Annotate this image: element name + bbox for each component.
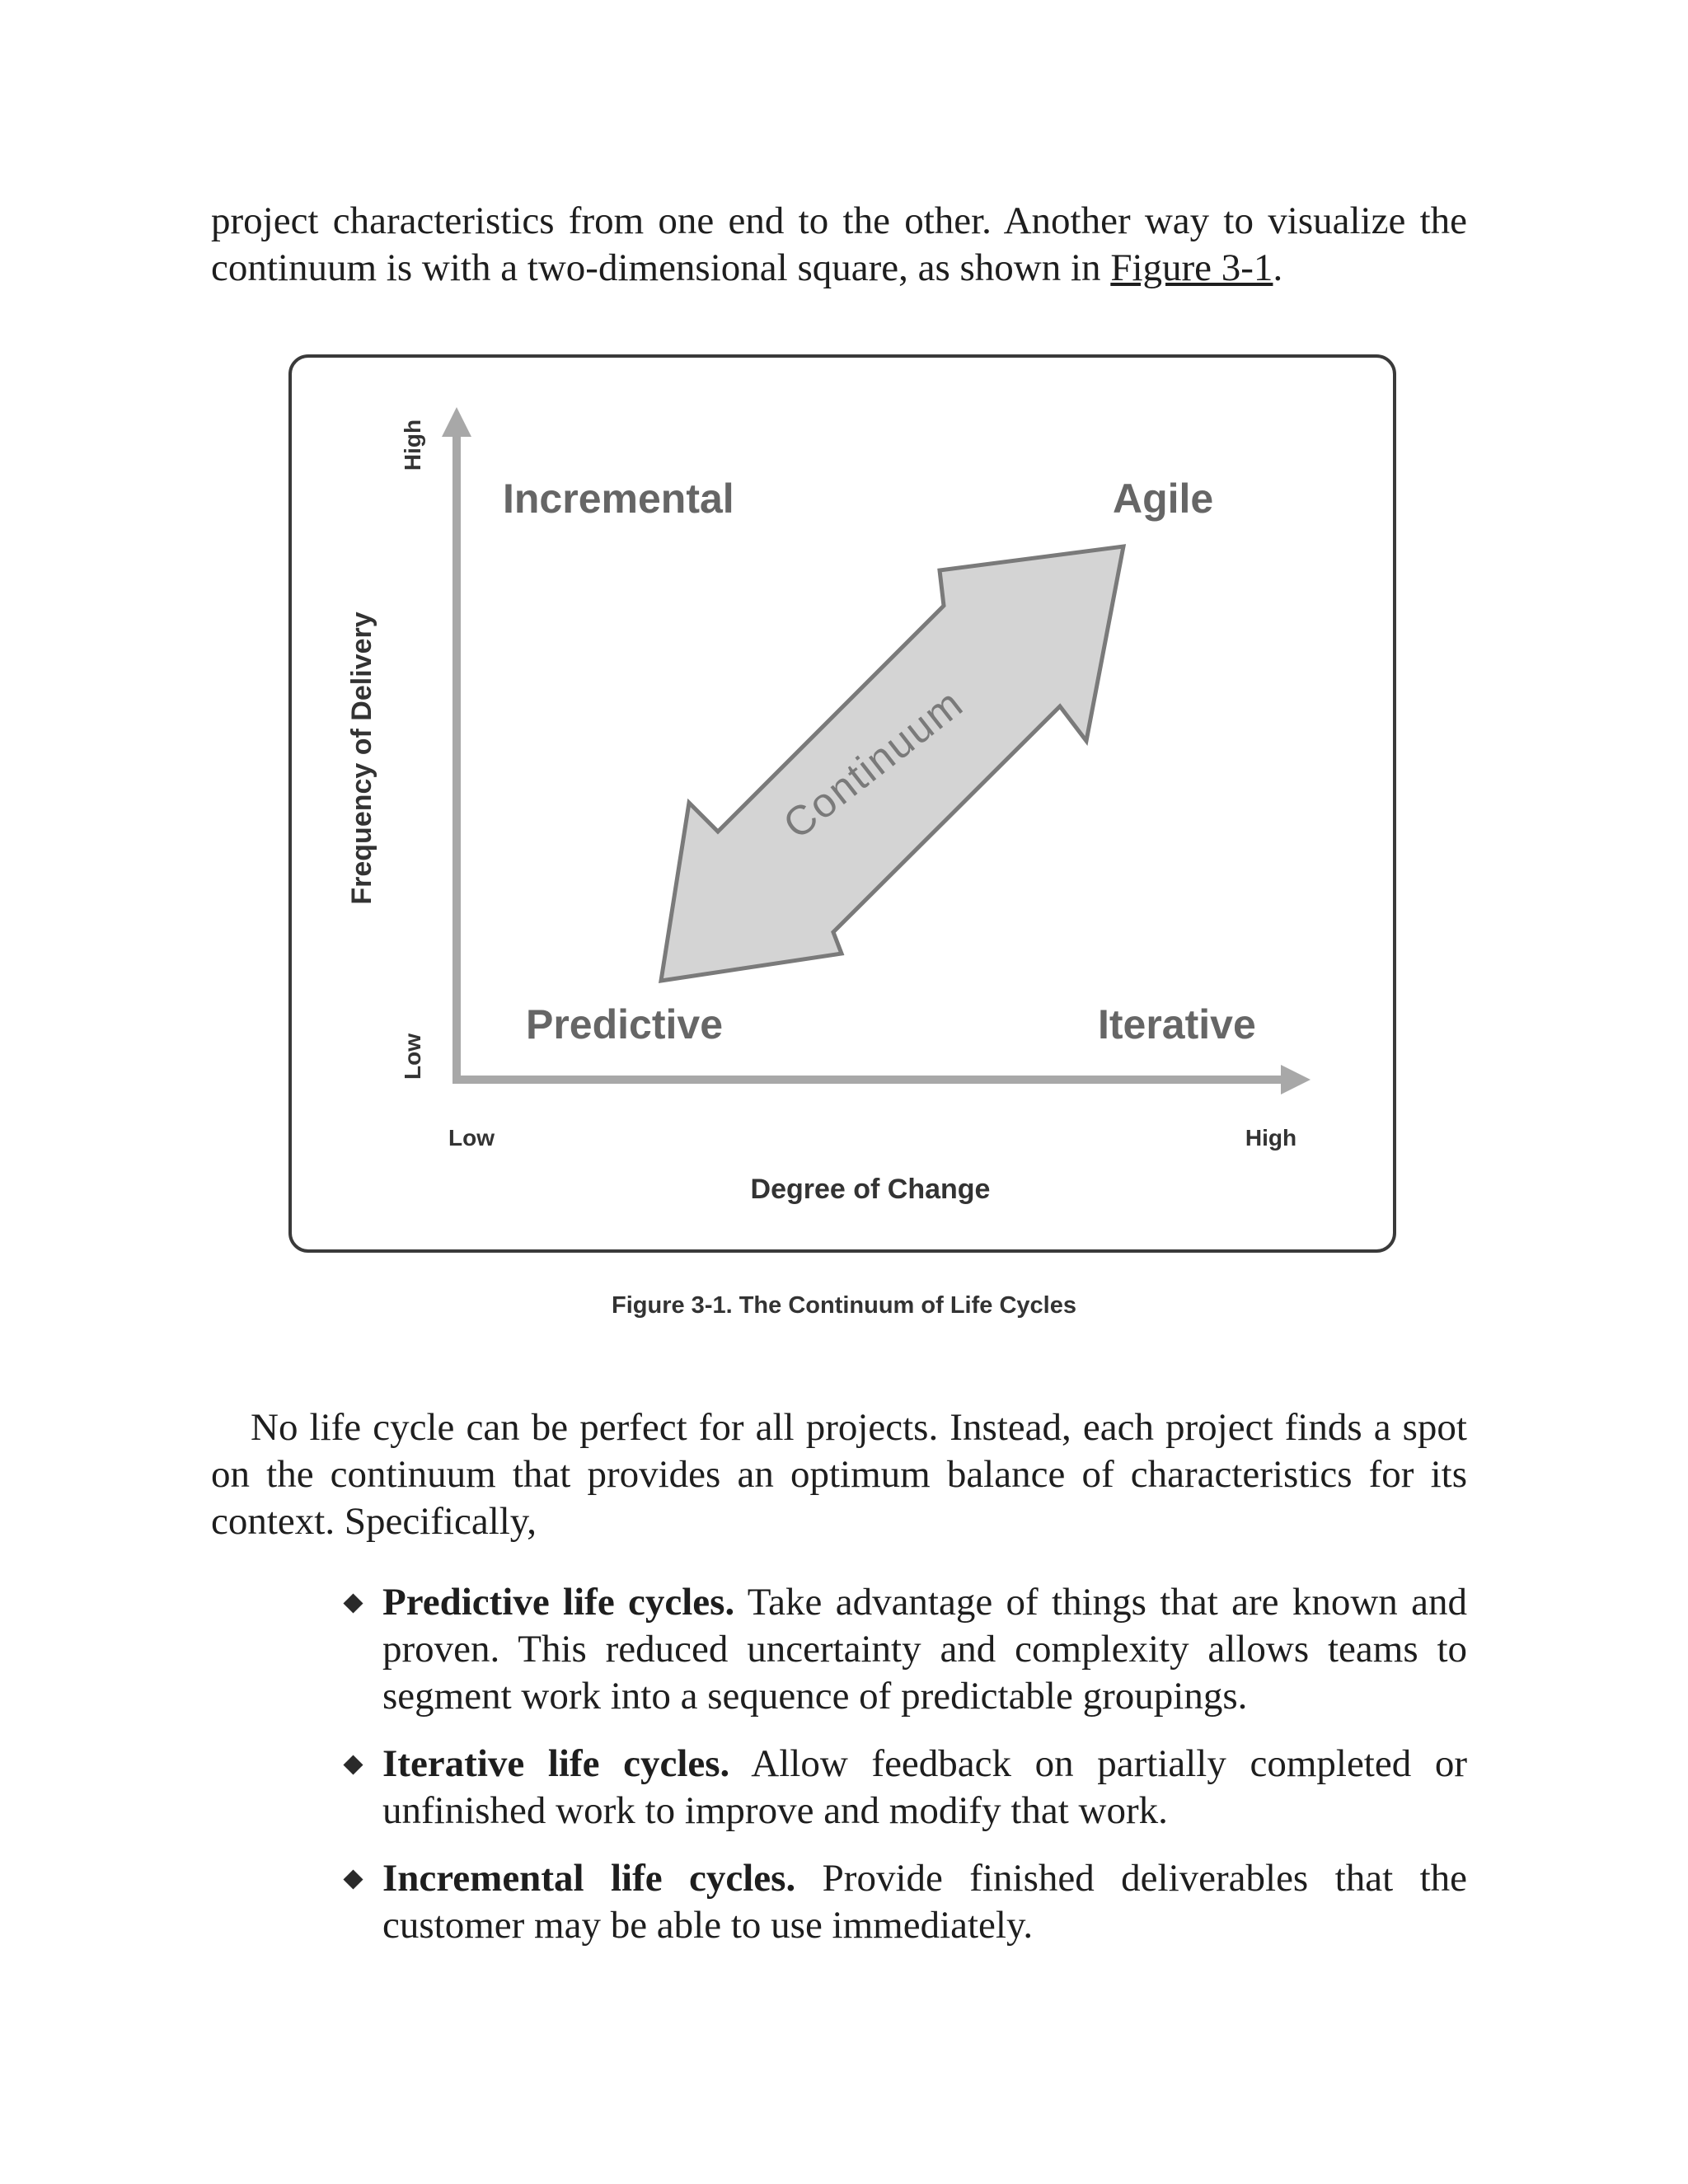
continuum-label: Continuum (774, 679, 973, 848)
intro-text: project characteristics from one end to the other. Another way to visualize the continuum is with a two-dimensional square, as shown in (211, 199, 1467, 289)
list-item-term: Predictive life cycles. (382, 1581, 735, 1624)
intro-paragraph (211, 198, 1467, 292)
quadrant-predictive-label: Predictive (526, 1001, 724, 1047)
y-axis-high-label: High (400, 419, 425, 471)
quadrant-iterative-label: Iterative (1098, 1001, 1256, 1047)
y-axis-title: Frequency of Delivery (346, 612, 377, 905)
diamond-bullet-icon (343, 1593, 363, 1613)
life-cycle-bullet-list (343, 1579, 1467, 1970)
quadrant-incremental-label: Incremental (503, 476, 734, 522)
list-item-term: Iterative life cycles. (382, 1742, 730, 1785)
body-paragraph: No life cycle can be perfect for all projects. Instead, each project finds a spot on the continuum that provides an optimum balance of characteristics for its context. Specifically, (211, 1406, 1467, 1543)
life-cycle-continuum-figure (288, 354, 1401, 1253)
diamond-bullet-icon (343, 1755, 363, 1774)
x-axis-low-label: Low (448, 1125, 495, 1151)
figure-reference-link[interactable]: Figure 3-1 (1110, 246, 1273, 289)
y-axis-low-label: Low (400, 1033, 425, 1080)
list-item-term: Incremental life cycles. (382, 1857, 796, 1900)
intro-text-end: . (1273, 246, 1283, 289)
list-item-text: Allow feedback on partially completed or unfinished work to improve and modify that work. (382, 1742, 1467, 1832)
list-item (343, 1855, 1467, 1949)
list-item-text: Provide finished deliverables that the customer may be able to use immediately. (382, 1857, 1467, 1947)
list-item (343, 1741, 1467, 1835)
diamond-bullet-icon (343, 1869, 363, 1889)
x-axis-high-label: High (1245, 1125, 1297, 1151)
list-item (343, 1579, 1467, 1720)
quadrant-agile-label: Agile (1113, 476, 1214, 522)
list-item-text: Take advantage of things that are known and proven. This reduced uncertainty and complexity allows teams to segment work into a sequence of predictable groupings. (382, 1581, 1467, 1718)
x-axis-title: Degree of Change (750, 1174, 991, 1205)
figure-caption: Figure 3-1. The Continuum of Life Cycles (612, 1292, 1076, 1319)
